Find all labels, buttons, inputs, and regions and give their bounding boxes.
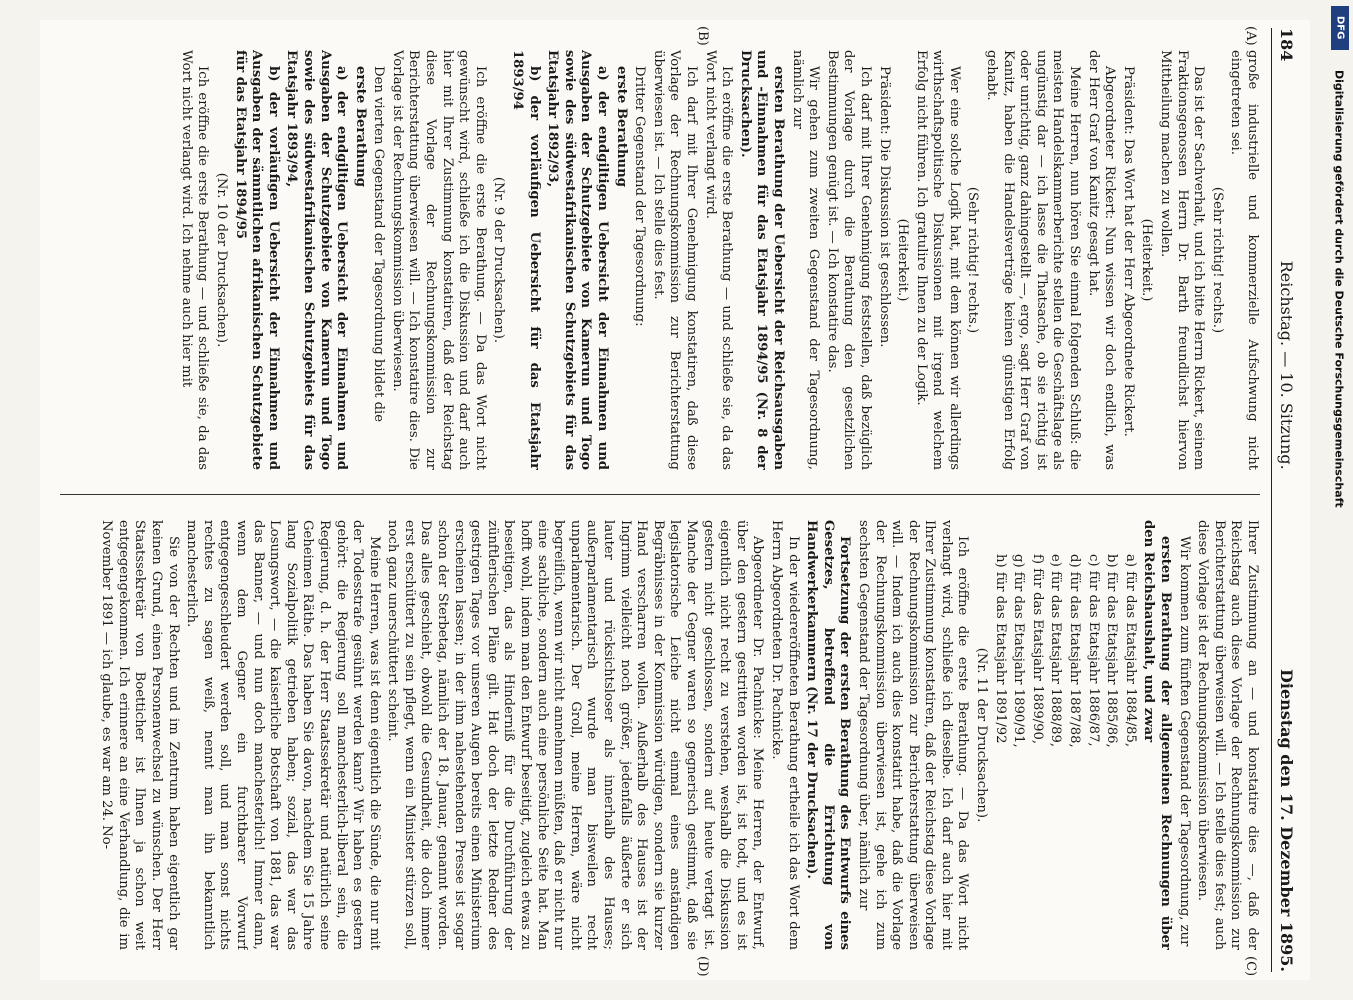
left-column-paragraph: Ich eröffne die erste Berathung. — Da das Wort nicht gewünscht wird, schließe ich die Diskussion und darf auch hier mit Ihrer Zustimmung konstatiren, daß der Reichstag diese Vorlage der Rechnungskommission zur Berichterstattung überwiesen will. — Ich konstatire dies. Die Vorlage ist der Rechnungskommission überwiesen. xyxy=(389,50,488,470)
right-column-paragraph: Fortsetzung der ersten Berathung des Entwurfs eines Gesetzes, betreffend die Errichtung von Handwerkerkammern (Nr. 17 der Drucksachen). xyxy=(804,520,853,950)
left-column-paragraph: Präsident: Das Wort hat der Herr Abgeordnete Rickert. xyxy=(1120,66,1136,437)
left-column-paragraph: Wer eine solche Logik hat, mit dem können wir allerdings wirthschaftspolitische Diskussionen mit irgend welchem Erfolg nicht führen. Ich gratulire Ihnen zu der Logik. xyxy=(913,50,962,470)
left-column-paragraph: (Nr. 10 der Drucksachen). xyxy=(213,172,229,348)
left-column-paragraph: Dritter Gegenstand der Tagesordnung: xyxy=(632,66,648,327)
digitization-note-text: Digitalisierung gefördert durch die Deutsche Forschungsgemeinschaft xyxy=(1332,70,1346,508)
left-column-paragraph: Präsident: Die Diskussion ist geschlossen. xyxy=(876,66,892,348)
right-column-paragraph: d) für das Etatsjahr 1887/88, xyxy=(1067,554,1083,748)
right-column-paragraph: Abgeordneter Dr. Pachnicke: Meine Herren, der Entwurf, über den gestern gestritten worden ist, ist todt, und es ist eigentlich nicht recht zu verstehen, weshalb die Diskussion gestern nicht geschlossen, sondern auf heute vertagt ist. Manche der Gegner waren so gegnerisch gestimmt, daß sie legislatorische Leiche nicht einmal eines anständigen Begräbnisses in der Kommission würdigen, sondern sie kurzer Hand verscharren wollen. Außerhalb des Hauses ist der Ingrimm vielleicht noch größer, jedenfalls äußerte er sich lauter und rücksichtsloser als innerhalb des Hauses; außerparlamentarisch wurde man bisweilen recht unparlamentarisch. Der Groll, meine Herren, wäre nicht begreiflich, wenn wir nicht annehmen müßten, daß er nicht nur eine sachliche, sondern auch eine persönliche Seite hat. Man hofft wohl, indem man den Entwurf beseitigt, zugleich etwas zu beseitigen, das als Hinderniß für die Durchführung der zünftlerischen Pläne gilt. Hat doch der letzte Redner des gestrigen Tages vor unseren Augen bereits einen Ministerium erscheinen lassen; in der ihm nahestehenden Presse ist sogar schon der Sterbetag, nämlich der 18. Januar, genannt worden. Das alles geschieht, obwohl die Gesundheit, die doch immer erst erschüttert zu sein pflegt, wenn ein Minister stürzen soll, noch ganz unerschüttert scheint. xyxy=(385,520,766,950)
margin-marker-b: (B) xyxy=(695,26,710,46)
left-column-paragraph: Den vierten Gegenstand der Tagesordnung bildet die xyxy=(371,66,387,423)
left-column-paragraph: (Sehr richtig! rechts.) xyxy=(965,186,981,334)
right-column-paragraph: (Nr. 11 der Drucksachen). xyxy=(974,647,990,823)
left-column-paragraph: Ich eröffne die erste Berathung — und schließe sie, da das Wort nicht verlangt wird. xyxy=(702,50,735,470)
session-date: Dienstag den 17. Dezember 1895. xyxy=(1277,669,1297,972)
left-column-paragraph: erste Berathung xyxy=(352,66,368,187)
left-text-column xyxy=(60,50,1260,470)
page-number: 184 xyxy=(1277,28,1297,62)
left-column-paragraph: a) der endgiltigen Uebersicht der Einnahmen und Ausgaben der Schutzgebiete von Kamerun und Togo sowie des südwestafrikanischen Schutzgebiets für das Etatsjahr 1893/94, xyxy=(284,50,350,470)
left-column-paragraph: erste Berathung xyxy=(613,66,629,187)
margin-marker-c: (C) xyxy=(1243,956,1258,977)
left-column-paragraph: (Heiterkeit.) xyxy=(895,218,911,302)
right-column-paragraph: Ihrer Zustimmung an — und konstatire dies —, daß der Reichstag auch diese Vorlage der Rechnungskommission zur Berichterstattung überweisen will. — Ich stelle dies fest; auch diese Vorlage ist der Rechnungskommission überwiesen. xyxy=(1195,520,1260,950)
right-column-paragraph: Meine Herren, was ist denn eigentlich die Sünde, die nur mit der Todesstrafe gesühnt werden kann? Wir haben es gestern gehört: die Regierung soll manchesterlich-liberal sein, die Regierung, d. h. der Herr Staatssekretär und natürlich seine Geheimen Räthe. Das haben Sie davon, nachdem Sie 15 Jahre lang Sozialpolitik getrieben haben; sozial, das war das Losungswort, — die kaiserliche Botschaft von 1881, das war das Banner, — und nun doch manchesterlich! Immer dann, wenn dem Gegner ein furchtbarer Vorwurf entgegengeschleudert werden soll, und man sonst nichts rechtes zu sagen weiß, nennt man ihn bekanntlich manchesterlich. xyxy=(184,520,382,950)
left-column-paragraph: (Nr. 9 der Drucksachen). xyxy=(491,176,507,344)
left-column-paragraph: ersten Berathung der Uebersicht der Reichsausgaben und -Einnahmen für das Etatsjahr 1894/95 (Nr. 8 der Drucksachen). xyxy=(737,50,786,470)
column-divider xyxy=(60,494,1260,495)
margin-marker-d: (D) xyxy=(695,956,710,977)
left-column-paragraph: Wir gehen zum zweiten Gegenstand der Tagesordnung, nämlich zur xyxy=(789,50,822,470)
left-column-paragraph: Abgeordneter Rickert: Nun wissen wir doch endlich, was der Herr Graf von Kanitz gesagt hat. xyxy=(1085,50,1118,470)
right-column-paragraph: b) für das Etatsjahr 1885/86, xyxy=(1104,554,1120,748)
left-column-paragraph: Ich eröffne die erste Berathung — und schließe sie, da das Wort nicht verlangt wird. Ich nehme auch hier mit xyxy=(178,50,211,470)
right-column-paragraph: c) für das Etatsjahr 1886/87, xyxy=(1085,554,1101,747)
right-column-paragraph: e) für das Etatsjahr 1888/89, xyxy=(1048,554,1064,748)
left-column-paragraph: große industrielle und kommerzielle Aufschwung nicht eingetreten sei. xyxy=(1228,50,1260,470)
left-column-paragraph: Ich darf mit Ihrer Genehmigung konstatiren, daß diese Vorlage der Rechnungskommission zur Berichterstattung überwiesen ist. — Ich stelle dies fest. xyxy=(650,50,699,470)
right-column-paragraph: Sie von der Rechten und im Zentrum haben eigentlich gar keinen Grund, einen Personenwechsel zu wünschen. Der Herr Staatssekretär von Boetticher ist Ihnen ja schon weit entgegengekommen. Ich erinnere an eine Verhandlung, die im November 1891 — ich glaube, es war am 24. No- xyxy=(99,520,181,950)
left-column-paragraph: Das ist der Sachverhalt, und ich bitte Herrn Rickert, seinem Fraktionsgenossen Herrn Dr. Barth freundlichst hiervon Mittheilung machen zu wollen. xyxy=(1158,50,1207,470)
left-column-paragraph: (Heiterkeit.) xyxy=(1139,218,1155,302)
left-column-paragraph: a) der endgiltigen Uebersicht der Einnahmen und Ausgaben der Schutzgebiete von Kamerun und Togo sowie des südwestafrikanischen Schutzgebiets für das Etatsjahr 1892/93, xyxy=(545,50,611,470)
digitization-note xyxy=(1329,10,1349,990)
right-column-paragraph: In der wiedereröffneten Berathung ertheile ich das Wort dem Herrn Abgeordneten Dr. Pachnicke. xyxy=(768,520,801,950)
left-column-paragraph: Ich darf mit Ihrer Genehmigung feststellen, daß bezüglich der Vorlage durch die Berathung den gesetzlichen Bestimmungen genügt ist. — Ich konstatire das. xyxy=(824,50,873,470)
margin-marker-a: (A) xyxy=(1243,26,1258,46)
right-column-paragraph: h) für das Etatsjahr 1891/92 xyxy=(992,554,1008,744)
left-column-paragraph: b) der vorläufigen Uebersicht der Einnahmen und Ausgaben der sämmtlichen afrikanischen Schutzgebiete für das Etatsjahr 1894/95 xyxy=(232,50,281,470)
right-column-paragraph: g) für das Etatsjahr 1890/91, xyxy=(1011,554,1027,748)
right-column-paragraph: f) für das Etatsjahr 1889/90, xyxy=(1029,554,1045,745)
left-column-paragraph: b) der vorläufigen Uebersicht für das Etatsjahr 1893/94 xyxy=(510,50,542,470)
right-column-paragraph: Ich eröffne die erste Berathung. — Da das Wort nicht verlangt wird, schließe ich dieselbe. Ich darf auch hier mit Ihrer Zustimmung konstatiren, daß der Reichstag diese Vorlage der Rechnungskommission zur Berichterstattung überweisen will. — Indem ich auch dies konstatirt habe, daß die Vorlage der Rechnungskommission überwiesen ist, gehe ich zum sechsten Gegenstand der Tagesordnung über, nämlich zur xyxy=(855,520,971,950)
left-column-paragraph: Meine Herren, nun hören Sie einmal folgenden Schluß: die meisten Handelskammerberichte stellen die Geschäftslage als ungünstig dar — ich lasse die Thatsache, ob sie richtig ist oder unrichtig, ganz dahingestellt —, ergo, sagt Herr Graf von Kanitz, haben die Handelsverträge keinen günstigen Erfolg gehabt. xyxy=(984,50,1083,470)
right-column-paragraph: ersten Berathung der allgemeinen Rechnungen über den Reichshaushalt, und zwar xyxy=(1141,520,1174,950)
left-column-paragraph: (Sehr richtig! rechts.) xyxy=(1209,186,1225,334)
right-column-paragraph: a) für das Etatsjahr 1884/85, xyxy=(1122,554,1138,748)
page-header xyxy=(1271,28,1302,972)
document-page xyxy=(40,20,1310,980)
right-text-column xyxy=(60,520,1260,950)
page-title: Reichstag. — 10. Sitzung. xyxy=(1277,260,1297,470)
dfg-logo-text: DFG xyxy=(1334,16,1346,40)
right-column-paragraph: Wir kommen zum fünften Gegenstand der Tagesordnung, zur xyxy=(1176,536,1192,947)
